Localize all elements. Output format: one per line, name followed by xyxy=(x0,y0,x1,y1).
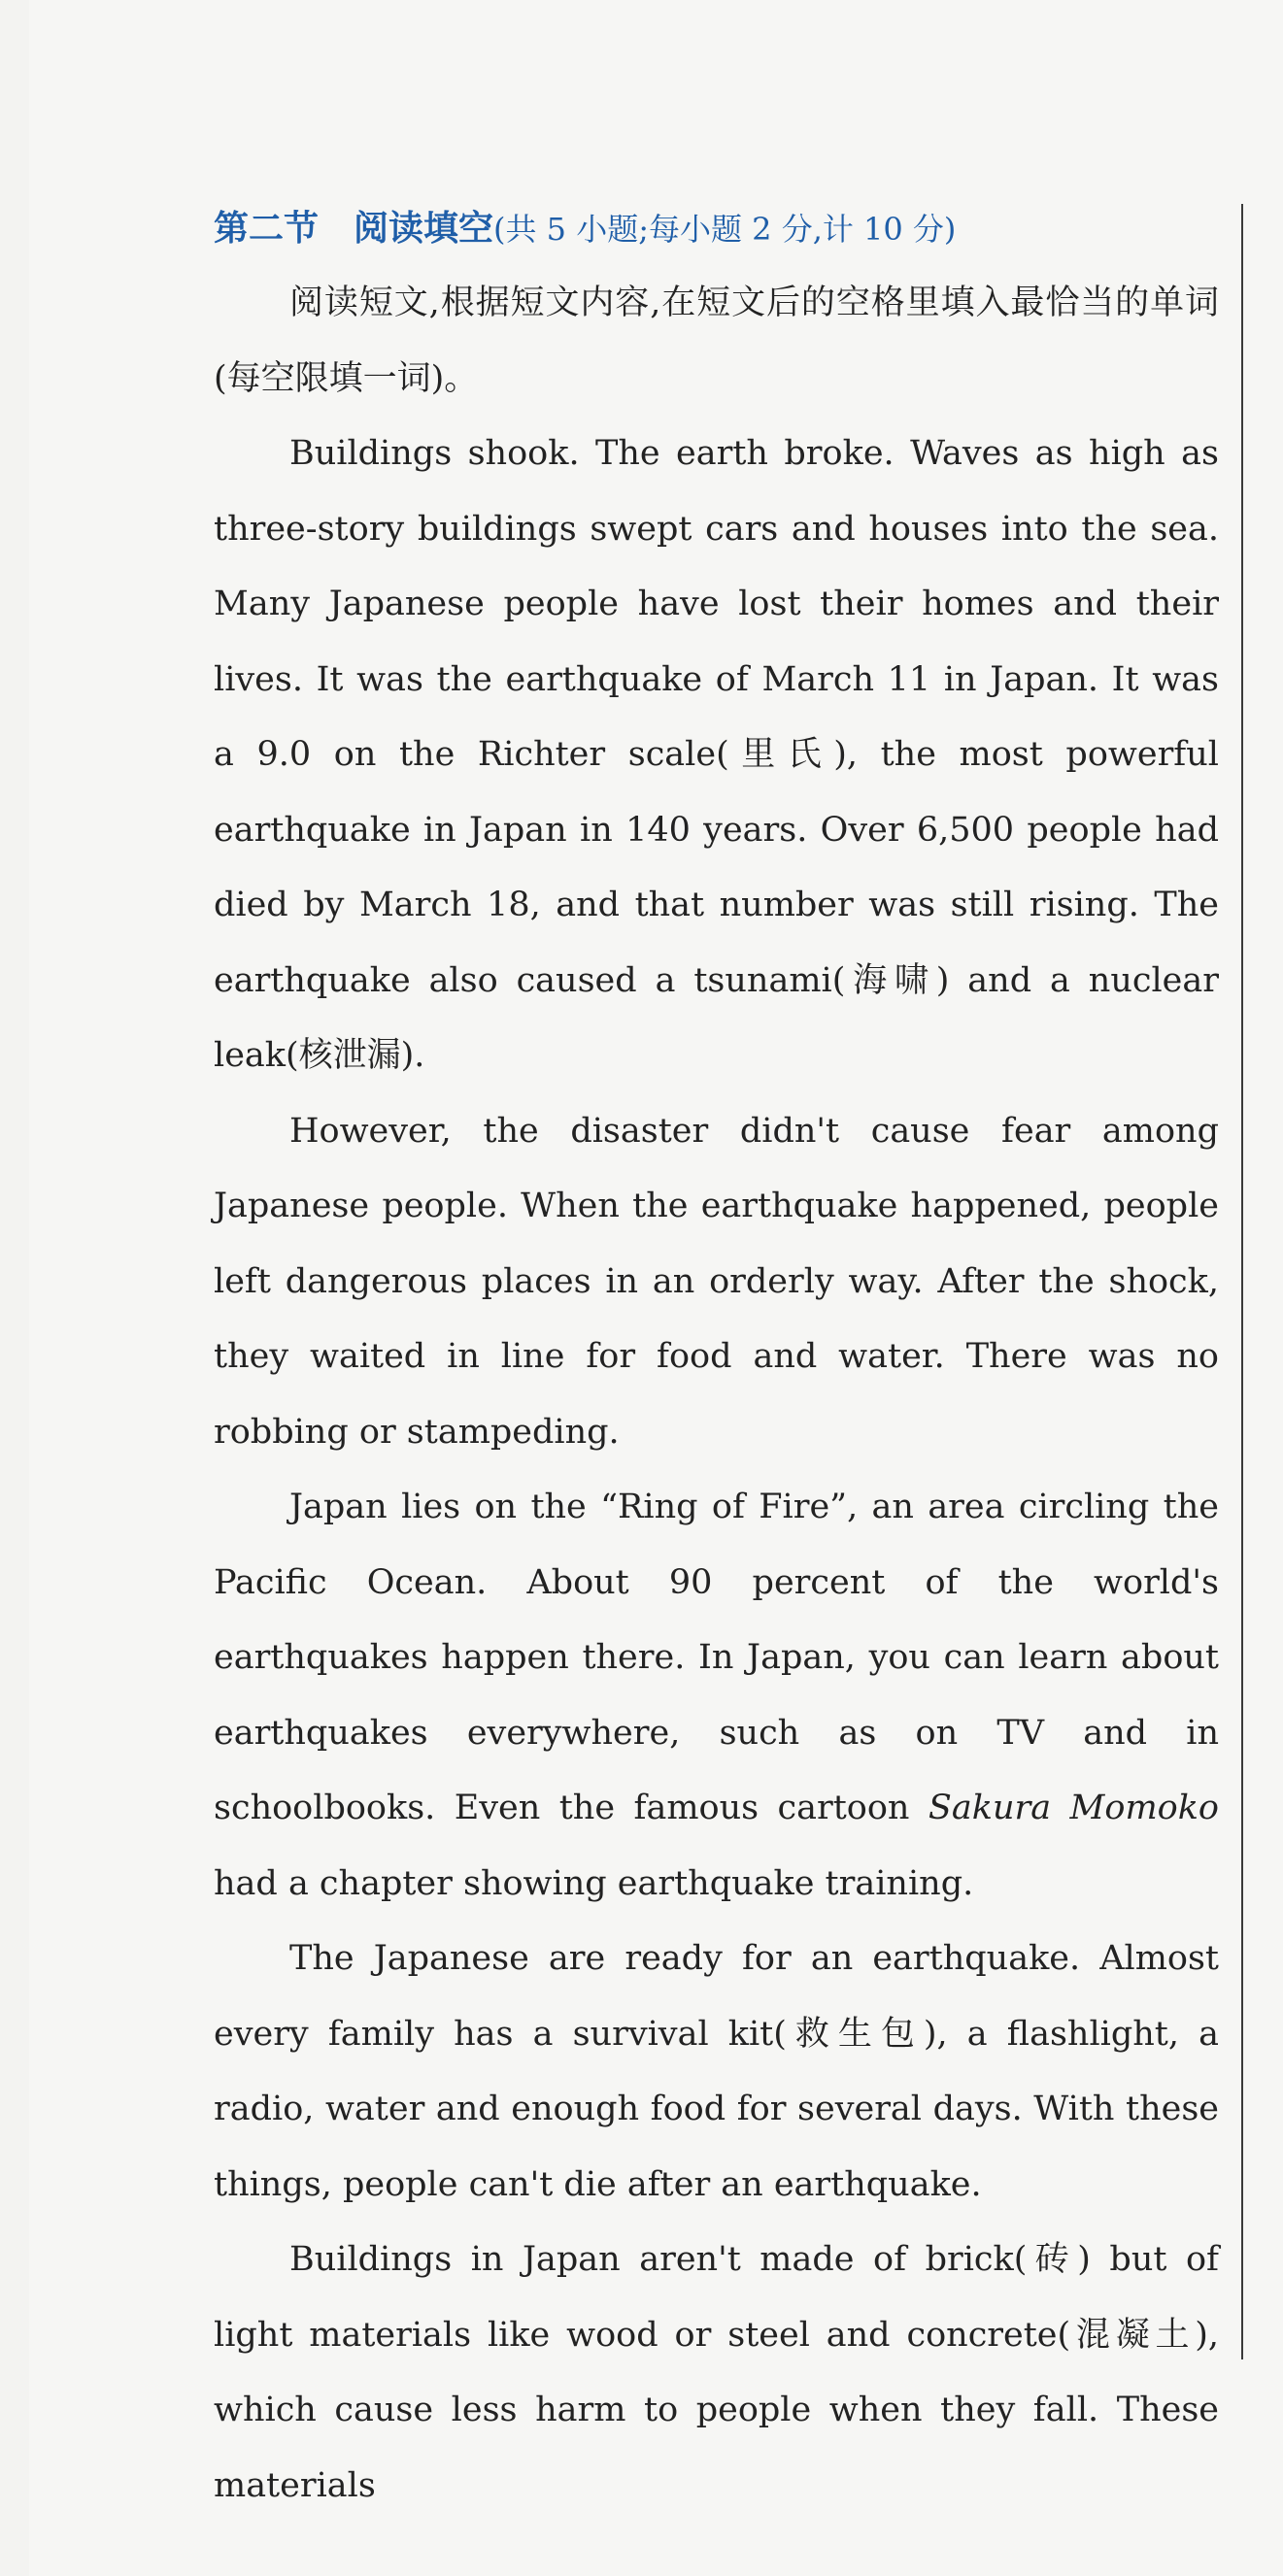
passage-paragraph-3-text-a: Japan lies on the “Ring of Fire”, an area circling the Pacific Ocean. About 90 percent of the world's earthquakes happen there. In Japan, you can learn about earthquakes everywhere, such as on TV and in schoolbooks. Even the famous cartoon xyxy=(214,1488,1219,1827)
section-subtitle: (共 5 小题;每小题 2 分,计 10 分) xyxy=(493,211,957,248)
cartoon-title: Sakura Momoko xyxy=(928,1789,1219,1827)
passage-paragraph-3-text-b: had a chapter showing earthquake training. xyxy=(214,1863,974,1903)
right-margin-rule xyxy=(1241,204,1243,2359)
page xyxy=(29,0,1283,2576)
document-content xyxy=(214,192,1219,2524)
passage-paragraph-1: Buildings shook. The earth broke. Waves as high as three-story buildings swept cars and houses into the sea. Many Japanese people have lost their homes and their lives. It was the earthquake of March 11 in Japan. It was a 9.0 on the Richter scale(里氏), the most powerful earthquake in Japan in 140 years. Over 6,500 people had died by March 18, and that number was still rising. The earthquake also caused a tsunami(海啸) and a nuclear leak(核泄漏). xyxy=(214,434,1219,1075)
passage-paragraph-5: Buildings in Japan aren't made of brick(砖) but of light materials like wood or steel and concrete(混凝土), which cause less harm to people when they fall. These materials xyxy=(214,2240,1219,2505)
section-heading xyxy=(214,192,1219,266)
instruction-paragraph: 阅读短文,根据短文内容,在短文后的空格里填入最恰当的单词(每空限填一词)。 xyxy=(214,284,1219,398)
passage-paragraph-4: The Japanese are ready for an earthquake. Almost every family has a survival kit(救生包), a flashlight, a radio, water and enough food for several days. With these things, people can't die after an earthquake. xyxy=(214,1939,1219,2204)
passage-paragraph-2: However, the disaster didn't cause fear among Japanese people. When the earthquake happened, people left dangerous places in an orderly way. After the shock, they waited in line for food and water. There was no robbing or stampeding. xyxy=(214,1111,1219,1452)
passage-paragraph-3 xyxy=(214,1470,1219,1922)
section-title: 第二节 阅读填空 xyxy=(214,209,494,249)
